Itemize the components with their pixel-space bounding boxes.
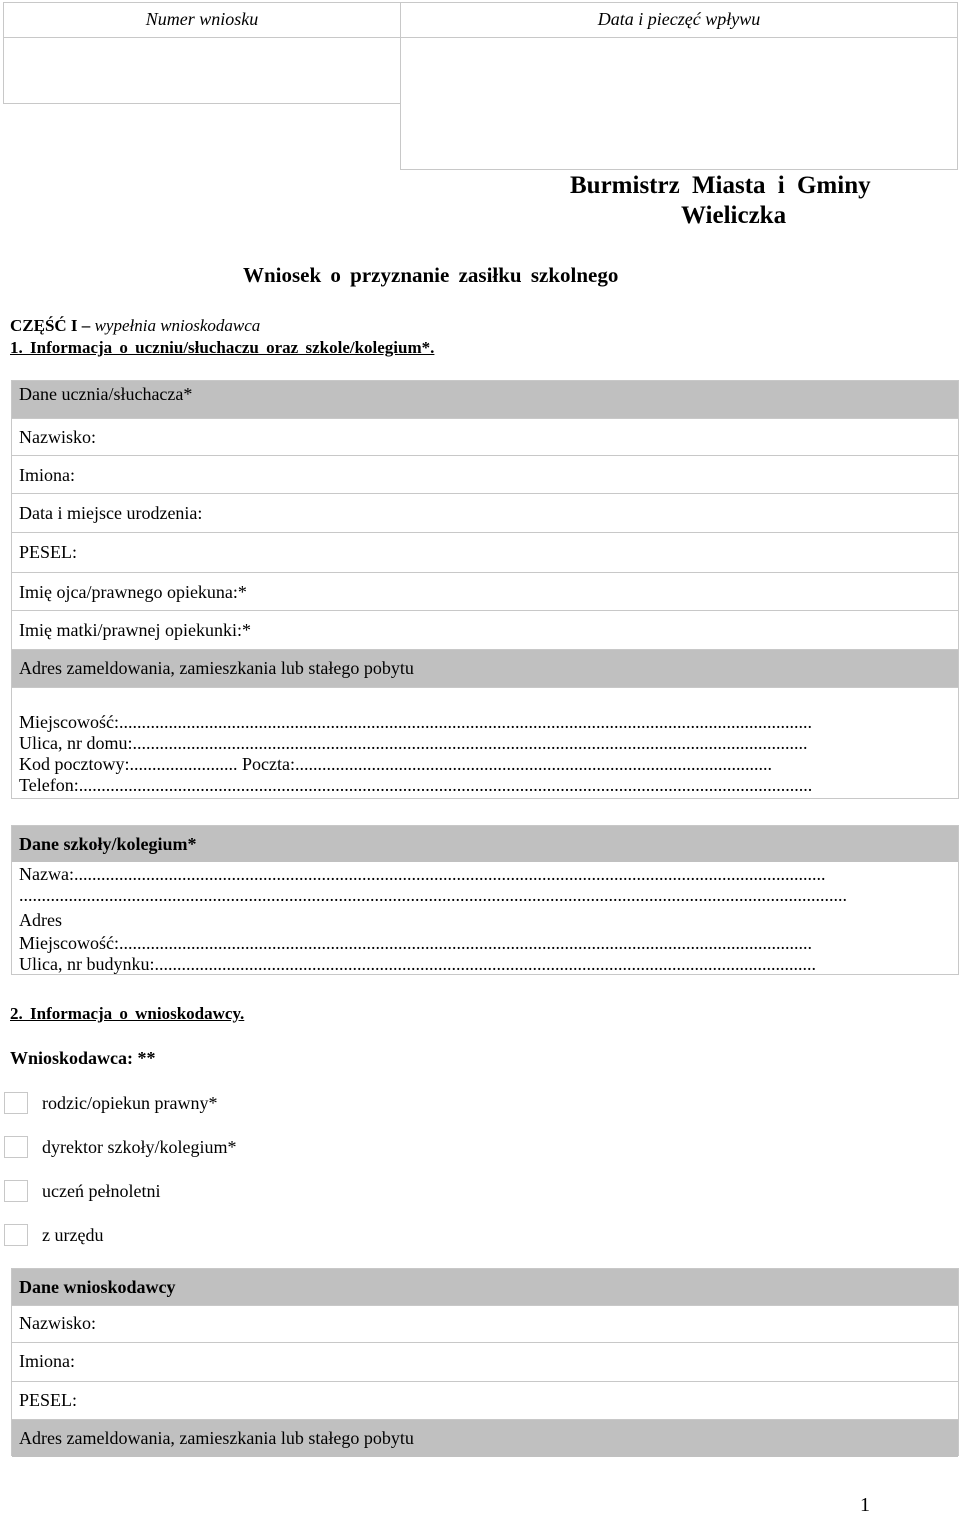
applicant-firstnames-field[interactable]: Imiona: [19,1351,75,1371]
checkbox-parent[interactable] [4,1092,28,1114]
student-data-box [11,380,959,799]
checkbox-director[interactable] [4,1136,28,1158]
school-header: Dane szkoły/kolegium* [19,834,197,854]
applicant-header: Dane wnioskodawcy [19,1277,176,1297]
student-header: Dane ucznia/słuchacza* [19,384,193,404]
section2-title: 2. Informacja o wnioskodawcy. [10,1004,245,1023]
part1-heading-bold: CZĘŚĆ I – [10,316,91,335]
addressee-line1: Burmistrz Miasta i Gminy [570,172,871,199]
student-phone-field[interactable]: Telefon:................................................................................................................................................................... [19,775,813,795]
checkbox-ex-officio[interactable] [4,1224,28,1246]
option-adult-student-label: uczeń pełnoletni [42,1181,161,1201]
form-title: Wniosek o przyznanie zasiłku szkolnego [243,263,619,287]
option-parent-label: rodzic/opiekun prawny* [42,1093,218,1113]
receipt-stamp-label: Data i pieczęć wpływu [597,9,761,29]
student-birth-field[interactable]: Data i miejsce urodzenia: [19,503,203,523]
student-city-field[interactable]: Miejscowość:.......................................................................................................................................................... [19,712,812,732]
school-name-field[interactable]: Nazwa:....................................................................................................................................................................... [19,864,826,884]
applicant-data-box [11,1268,959,1456]
student-surname-field[interactable]: Nazwisko: [19,427,96,447]
applicant-type-label: Wnioskodawca: ** [10,1048,156,1068]
school-street-field[interactable]: Ulica, nr budynku:................................................................................................................................................... [19,954,816,974]
option-director-label: dyrektor szkoły/kolegium* [42,1137,237,1157]
applicant-surname-field[interactable]: Nazwisko: [19,1313,96,1333]
school-name-line2[interactable]: ........................................................................................................................................................................................ [19,885,847,905]
option-ex-officio-label: z urzędu [42,1225,104,1245]
student-street-field[interactable]: Ulica, nr domu:...................................................................................................................................................... [19,733,808,753]
applicant-address-header: Adres zameldowania, zamieszkania lub stałego pobytu [19,1428,414,1448]
page-number: 1 [860,1494,870,1516]
mother-name-field[interactable]: Imię matki/prawnej opiekunki:* [19,620,251,640]
application-number-box[interactable] [3,2,401,104]
school-data-box [11,825,959,975]
father-name-field[interactable]: Imię ojca/prawnego opiekuna:* [19,582,247,602]
receipt-stamp-box[interactable] [400,2,958,170]
section1-title: 1. Informacja o uczniu/słuchaczu oraz szkole/kolegium*. [10,338,435,357]
student-pesel-field[interactable]: PESEL: [19,542,78,562]
school-address-label: Adres [19,910,62,930]
student-firstnames-field[interactable]: Imiona: [19,465,75,485]
part1-heading [10,316,260,336]
addressee-line2: Wieliczka [681,202,787,229]
student-address-header: Adres zameldowania, zamieszkania lub stałego pobytu [19,658,414,678]
checkbox-adult-student[interactable] [4,1180,28,1202]
application-number-label: Numer wniosku [145,9,259,29]
school-city-field[interactable]: Miejscowość:.......................................................................................................................................................... [19,933,812,953]
applicant-pesel-field[interactable]: PESEL: [19,1390,78,1410]
student-postal-field[interactable]: Kod pocztowy:........................ Poczta:.......................................................................................................... [19,754,772,774]
part1-heading-italic: wypełnia wnioskodawca [94,316,261,335]
